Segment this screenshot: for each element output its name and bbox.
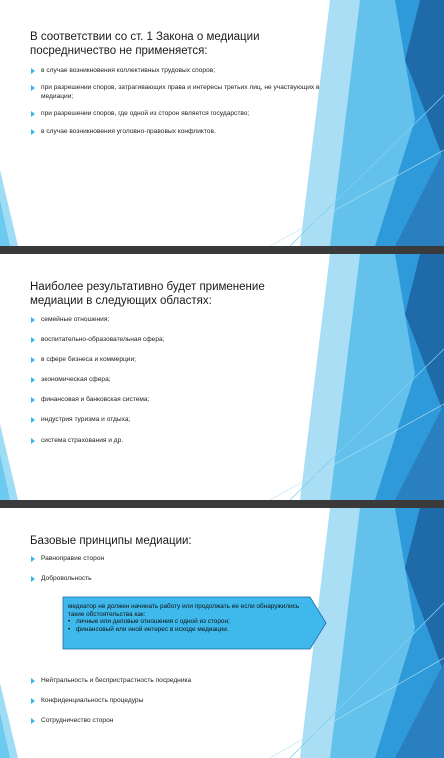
list-item — [31, 128, 331, 136]
slide-3-bullet-list-top — [31, 555, 311, 584]
list-item-text: при разрешении споров, затрагивающих права и интересы третьих лиц, не участвующих в медиации; — [41, 84, 320, 100]
list-item-text: Равноправие сторон — [41, 555, 105, 562]
arrow-bullet-icon — [31, 718, 35, 724]
slide-2-title: Наиболее результативно будет применение медиации в следующих областях: — [30, 281, 265, 307]
list-item-text: при разрешении споров, где одной из сторон является государство; — [41, 110, 250, 118]
list-item-text: Добровольность — [41, 575, 92, 583]
list-item — [31, 396, 331, 404]
list-item — [31, 336, 331, 344]
list-item-text: в случае возникновения уголовно-правовых конфликтов. — [41, 127, 216, 135]
arrow-bullet-icon — [31, 317, 35, 323]
list-item — [31, 677, 311, 685]
callout-text — [68, 603, 308, 633]
callout-item-text: личные или деловые отношения с одной из сторон; — [76, 618, 230, 626]
list-item-text: Сотрудничество сторон — [41, 717, 114, 725]
arrow-bullet-icon — [31, 397, 35, 403]
callout-intro: медиатор не должен начинать работу или продолжать ее если обнаружились такие обстоятельства как: — [68, 603, 300, 618]
arrow-bullet-icon — [31, 111, 35, 117]
arrow-bullet-icon — [31, 85, 35, 91]
list-item — [31, 356, 331, 364]
list-item — [31, 110, 331, 118]
list-item-text: система страхования и др. — [41, 436, 124, 444]
list-item-text: воспитательно-образовательная сфера; — [41, 336, 165, 344]
list-item — [31, 376, 331, 384]
list-item — [31, 697, 311, 705]
list-item — [31, 437, 331, 445]
slide-divider — [0, 246, 444, 254]
arrow-bullet-icon — [31, 377, 35, 383]
list-item-text: финансовая и банковская система; — [41, 396, 150, 404]
list-item-text: экономическая сфера; — [41, 376, 111, 384]
arrow-bullet-icon — [31, 576, 35, 582]
slide-2-bullet-list — [31, 316, 331, 445]
slide-2 — [0, 254, 444, 500]
arrow-bullet-icon — [31, 698, 35, 704]
list-item-text: в сфере бизнеса и коммерции; — [41, 356, 136, 364]
callout-list — [68, 618, 308, 633]
callout-box — [60, 596, 328, 650]
arrow-bullet-icon — [31, 678, 35, 684]
list-item-text: в случае возникновения коллективных трудовых споров; — [41, 67, 216, 74]
slide-divider — [0, 500, 444, 508]
callout-item-text: финансовый или иной интерес в исходе медиации. — [76, 625, 229, 633]
list-item — [31, 555, 311, 563]
slide-1-bullet-list — [31, 67, 331, 136]
slide-1 — [0, 0, 444, 246]
arrow-bullet-icon — [31, 68, 35, 74]
slide-3-title: Базовые принципы медиации: — [30, 535, 192, 547]
arrow-bullet-icon — [31, 337, 35, 343]
arrow-bullet-icon — [31, 357, 35, 363]
callout-list-item — [68, 618, 308, 626]
list-item — [31, 84, 331, 101]
list-item-text: семейные отношения; — [41, 316, 110, 323]
list-item-text: индустрия туризма и отдыха; — [41, 416, 131, 424]
bullet-dot-icon: • — [68, 618, 71, 626]
callout-list-item — [68, 626, 308, 634]
list-item — [31, 67, 331, 75]
list-item — [31, 416, 331, 424]
slide-3-bullet-list-bottom — [31, 677, 311, 726]
slide-1-title: В соответствии со ст. 1 Закона о медиации посредничество не применяется: — [30, 31, 260, 57]
list-item-text: Нейтральность и беспристрастность посредника — [41, 677, 192, 684]
list-item — [31, 575, 311, 583]
list-item — [31, 717, 311, 725]
arrow-bullet-icon — [31, 129, 35, 135]
arrow-bullet-icon — [31, 556, 35, 562]
list-item — [31, 316, 331, 324]
arrow-bullet-icon — [31, 417, 35, 423]
bullet-dot-icon: • — [68, 625, 71, 633]
list-item-text: Конфиденциальность процедуры — [41, 697, 144, 705]
arrow-bullet-icon — [31, 438, 35, 444]
